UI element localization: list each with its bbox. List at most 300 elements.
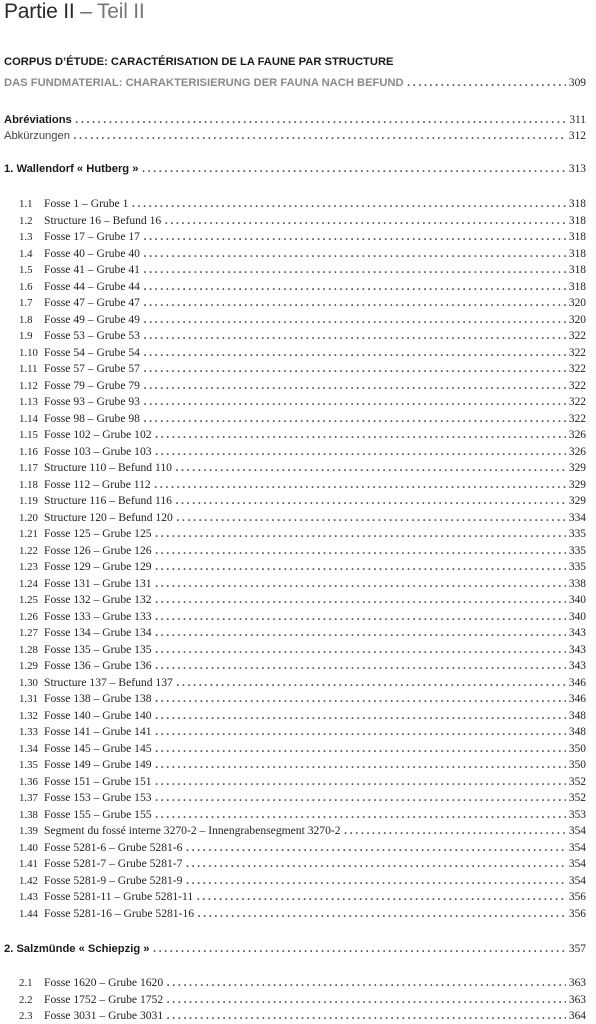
partie-label: Partie II bbox=[4, 0, 75, 23]
leader-dots bbox=[143, 326, 566, 344]
toc-entry-label bbox=[19, 993, 163, 1006]
entry-number: 1.21 bbox=[19, 528, 38, 540]
toc-entry[interactable] bbox=[19, 706, 586, 724]
toc-entry-label bbox=[19, 214, 161, 227]
toc-entry-label bbox=[19, 313, 140, 326]
entry-title: Fosse 3031 – Grube 3031 bbox=[44, 1009, 164, 1022]
leader-dots bbox=[143, 244, 566, 262]
page-number: 343 bbox=[568, 627, 586, 639]
entry-number: 1.33 bbox=[19, 726, 38, 738]
leader-dots bbox=[155, 524, 566, 542]
toc-entry-label bbox=[19, 725, 152, 738]
leader-dots bbox=[155, 541, 566, 559]
page-number: 318 bbox=[568, 247, 586, 260]
page-number: 318 bbox=[568, 198, 586, 210]
entry-number: 1.29 bbox=[19, 660, 38, 672]
entry-number: 1.14 bbox=[19, 412, 38, 425]
entry-title: Fosse 125 – Grube 125 bbox=[44, 527, 152, 540]
entry-number: 1.36 bbox=[19, 775, 38, 788]
toc-entry[interactable] bbox=[19, 640, 586, 658]
toc-entry-label bbox=[19, 742, 152, 755]
entry-title: Fosse 54 – Grube 54 bbox=[44, 345, 140, 359]
toc-entry[interactable] bbox=[19, 244, 586, 262]
toc-entry[interactable] bbox=[19, 772, 586, 790]
entry-number: 1.28 bbox=[19, 643, 38, 656]
entry-title: Structure 116 – Befund 116 bbox=[44, 494, 172, 507]
toc-entry[interactable] bbox=[19, 887, 586, 905]
toc-entry-label bbox=[19, 709, 152, 722]
leader-dots bbox=[155, 755, 566, 773]
entry-title: Fosse 98 – Grube 98 bbox=[44, 411, 140, 425]
entry-number: 1.40 bbox=[19, 841, 38, 854]
toc-entry-label bbox=[19, 692, 152, 705]
entry-title: Fosse 5281-6 – Grube 5281-6 bbox=[44, 840, 183, 854]
toc-entry[interactable] bbox=[19, 343, 586, 361]
page-header bbox=[4, 0, 145, 24]
entry-title: Fosse 134 – Grube 134 bbox=[44, 626, 152, 639]
toc-entry[interactable] bbox=[19, 590, 586, 608]
leader-dots bbox=[155, 772, 566, 790]
toc-entry-label bbox=[19, 247, 140, 260]
entry-number: 1.6 bbox=[19, 280, 33, 293]
toc-entry[interactable] bbox=[19, 607, 586, 625]
leader-dots bbox=[143, 277, 566, 295]
toc-entry[interactable] bbox=[19, 673, 586, 691]
leader-dots bbox=[73, 126, 566, 144]
entry-number: 1.1 bbox=[19, 198, 33, 210]
toc-entry[interactable] bbox=[19, 425, 586, 443]
abkuerzungen-label: Abkürzungen bbox=[4, 130, 70, 142]
page-number: 329 bbox=[568, 478, 586, 491]
toc-entry[interactable] bbox=[19, 623, 586, 641]
leader-dots bbox=[155, 689, 566, 707]
toc-entry-label bbox=[19, 610, 152, 623]
toc-entry[interactable] bbox=[19, 326, 586, 344]
page-number: 348 bbox=[568, 726, 586, 738]
entry-title: Fosse 49 – Grube 49 bbox=[44, 312, 140, 326]
leader-dots bbox=[185, 838, 565, 856]
entry-number: 1.42 bbox=[19, 874, 38, 887]
toc-entry-label bbox=[19, 329, 140, 342]
entry-number: 1.34 bbox=[19, 742, 38, 755]
leader-dots bbox=[155, 788, 566, 806]
entry-title: Fosse 135 – Grube 135 bbox=[44, 642, 152, 656]
leader-dots bbox=[176, 673, 566, 691]
leader-dots bbox=[155, 574, 566, 592]
toc-entry[interactable] bbox=[19, 442, 586, 460]
toc-entry-label bbox=[19, 445, 152, 458]
leader-dots bbox=[143, 409, 566, 427]
entry-number: 1.38 bbox=[19, 808, 38, 821]
toc-entry[interactable] bbox=[19, 194, 586, 212]
page-number: 352 bbox=[568, 792, 586, 804]
toc-entry-label bbox=[19, 1009, 163, 1022]
entry-number: 1.23 bbox=[19, 561, 38, 573]
entry-title: Fosse 1752 – Grube 1752 bbox=[44, 992, 164, 1006]
toc-entry[interactable] bbox=[19, 508, 586, 526]
toc-entry-label bbox=[19, 824, 341, 837]
page-number: 350 bbox=[568, 759, 586, 771]
page-number: 338 bbox=[568, 577, 586, 590]
entry-number: 1.15 bbox=[19, 429, 38, 441]
leader-dots bbox=[196, 887, 566, 905]
toc-entry[interactable] bbox=[19, 475, 586, 493]
page-number: 356 bbox=[568, 907, 586, 920]
toc-entry-label bbox=[19, 296, 140, 309]
toc-entry-label bbox=[19, 494, 172, 507]
toc-entry-label bbox=[19, 907, 194, 920]
header-separator: – bbox=[80, 0, 92, 23]
page-number: 343 bbox=[568, 643, 586, 656]
entry-title: Fosse 126 – Grube 126 bbox=[44, 543, 152, 557]
entry-title: Fosse 79 – Grube 79 bbox=[44, 378, 140, 392]
leader-dots bbox=[155, 623, 566, 641]
page-number: 334 bbox=[568, 511, 586, 524]
entry-title: Fosse 5281-7 – Grube 5281-7 bbox=[44, 857, 183, 870]
entry-number: 1.2 bbox=[19, 214, 33, 227]
page-number: 350 bbox=[568, 742, 586, 755]
toc-entry-label bbox=[19, 758, 152, 771]
toc-entry[interactable] bbox=[19, 739, 586, 757]
entry-number: 1.17 bbox=[19, 462, 38, 474]
entry-title: Fosse 153 – Grube 153 bbox=[44, 791, 152, 804]
toc-entry-label bbox=[19, 478, 151, 491]
toc-entry[interactable] bbox=[19, 1006, 586, 1024]
page-number: 354 bbox=[568, 858, 586, 870]
entry-title: Fosse 151 – Grube 151 bbox=[44, 774, 152, 788]
toc-entry-label bbox=[19, 280, 140, 293]
leader-dots bbox=[155, 656, 566, 674]
corpus-title-fr-text: CORPUS D’ÉTUDE: CARACTÉRISATION DE LA FAUNE PAR STRUCTURE bbox=[4, 56, 394, 68]
entry-title: Fosse 5281-11 – Grube 5281-11 bbox=[44, 890, 194, 903]
page-number: 322 bbox=[568, 412, 586, 425]
entry-number: 1.35 bbox=[19, 759, 38, 771]
toc-entry[interactable] bbox=[19, 854, 586, 872]
page-number: 346 bbox=[568, 676, 586, 689]
toc-entry-label bbox=[19, 560, 152, 573]
leader-dots bbox=[155, 640, 566, 658]
page-number: 335 bbox=[568, 561, 586, 573]
toc-entry[interactable] bbox=[19, 260, 586, 278]
toc-entry-label bbox=[19, 874, 182, 887]
toc-entry-label bbox=[19, 428, 152, 441]
entry-title: Segment du fossé interne 3270-2 – Innengrabensegment 3270-2 bbox=[44, 824, 341, 837]
page-number: 322 bbox=[568, 379, 586, 392]
section-heading-label: 2. Salzmünde « Schiepzig » bbox=[4, 943, 150, 955]
leader-dots bbox=[155, 706, 566, 724]
leader-dots bbox=[166, 990, 566, 1008]
page-number: 329 bbox=[568, 495, 586, 507]
entry-title: Fosse 93 – Grube 93 bbox=[44, 395, 140, 408]
page-number: 354 bbox=[568, 841, 586, 854]
toc-entry[interactable] bbox=[19, 904, 586, 922]
toc-entry[interactable] bbox=[19, 990, 586, 1008]
toc-entry-corpus[interactable] bbox=[4, 73, 586, 91]
entry-number: 1.9 bbox=[19, 330, 33, 342]
page-number: 363 bbox=[568, 977, 586, 989]
page-number: 318 bbox=[568, 214, 586, 227]
toc-entry-label bbox=[19, 659, 152, 672]
leader-dots bbox=[185, 854, 565, 872]
page-number: 322 bbox=[568, 363, 586, 375]
page-number: 320 bbox=[568, 313, 586, 326]
toc-entry[interactable] bbox=[19, 409, 586, 427]
entry-number: 1.16 bbox=[19, 445, 38, 458]
page-number: 311 bbox=[569, 114, 586, 126]
entry-title: Fosse 145 – Grube 145 bbox=[44, 741, 152, 755]
entry-number: 2.3 bbox=[19, 1010, 33, 1022]
entry-number: 1.32 bbox=[19, 709, 38, 722]
entry-title: Fosse 1 – Grube 1 bbox=[44, 197, 129, 210]
toc-entry[interactable] bbox=[19, 293, 586, 311]
page-number: 357 bbox=[568, 943, 586, 955]
entry-title: Fosse 141 – Grube 141 bbox=[44, 725, 152, 738]
entry-number: 1.3 bbox=[19, 231, 33, 243]
toc-entry-label bbox=[19, 577, 152, 590]
corpus-title-fr bbox=[4, 56, 586, 68]
entry-title: Structure 16 – Befund 16 bbox=[44, 213, 162, 227]
leader-dots bbox=[155, 590, 566, 608]
toc-entry[interactable] bbox=[19, 821, 586, 839]
page-number: 346 bbox=[568, 693, 586, 705]
entry-title: Fosse 40 – Grube 40 bbox=[44, 246, 140, 260]
toc-entry-label bbox=[19, 841, 182, 854]
toc-entry-label bbox=[19, 527, 152, 540]
leader-dots bbox=[185, 871, 565, 889]
toc-entry-label bbox=[19, 412, 140, 425]
page-number: 309 bbox=[568, 77, 586, 89]
entry-number: 2.1 bbox=[19, 977, 33, 989]
page-number: 318 bbox=[568, 231, 586, 243]
toc-entry-label bbox=[19, 857, 182, 870]
entry-number: 1.19 bbox=[19, 495, 38, 507]
leader-dots bbox=[166, 973, 566, 991]
toc-entry[interactable] bbox=[19, 376, 586, 394]
entry-number: 1.4 bbox=[19, 247, 33, 260]
leader-dots bbox=[143, 376, 566, 394]
toc-entry[interactable] bbox=[19, 574, 586, 592]
entry-number: 1.39 bbox=[19, 825, 38, 837]
entry-number: 1.12 bbox=[19, 379, 38, 392]
leader-dots bbox=[143, 392, 566, 410]
entry-number: 1.43 bbox=[19, 891, 38, 903]
toc-entry-label bbox=[19, 263, 140, 276]
leader-dots bbox=[155, 607, 566, 625]
toc-entry[interactable] bbox=[19, 788, 586, 806]
entry-number: 1.8 bbox=[19, 313, 33, 326]
leader-dots bbox=[143, 293, 566, 311]
toc-entry[interactable] bbox=[19, 805, 586, 823]
entry-number: 1.22 bbox=[19, 544, 38, 557]
entry-number: 1.25 bbox=[19, 594, 38, 606]
entry-title: Fosse 155 – Grube 155 bbox=[44, 807, 152, 821]
toc-entry[interactable] bbox=[19, 277, 586, 295]
toc-entry[interactable] bbox=[19, 541, 586, 559]
page-number: 326 bbox=[568, 429, 586, 441]
toc-entry-label bbox=[19, 676, 173, 689]
leader-dots bbox=[155, 425, 566, 443]
toc-entry-label bbox=[19, 593, 152, 606]
toc-entry[interactable] bbox=[19, 722, 586, 740]
leader-dots bbox=[155, 557, 566, 575]
toc-entry[interactable] bbox=[19, 458, 586, 476]
toc-entry-label bbox=[19, 379, 140, 392]
leader-dots bbox=[131, 194, 566, 212]
leader-dots bbox=[143, 359, 566, 377]
toc-entry-label bbox=[19, 976, 163, 989]
entry-number: 1.18 bbox=[19, 478, 38, 491]
entry-title: Fosse 102 – Grube 102 bbox=[44, 428, 152, 441]
entry-title: Fosse 138 – Grube 138 bbox=[44, 692, 152, 705]
leader-dots bbox=[344, 821, 566, 839]
entry-number: 2.2 bbox=[19, 993, 33, 1006]
entry-title: Fosse 131 – Grube 131 bbox=[44, 576, 152, 590]
section-heading[interactable] bbox=[4, 939, 586, 957]
leader-dots bbox=[155, 442, 566, 460]
page-number: 354 bbox=[568, 825, 586, 837]
page-number: 340 bbox=[568, 594, 586, 606]
entry-number: 1.11 bbox=[19, 363, 38, 375]
toc-entry[interactable] bbox=[19, 871, 586, 889]
toc-entry-label bbox=[19, 791, 152, 804]
entry-title: Fosse 136 – Grube 136 bbox=[44, 659, 152, 672]
entry-number: 1.37 bbox=[19, 792, 38, 804]
toc-entry[interactable] bbox=[19, 359, 586, 377]
entry-number: 1.41 bbox=[19, 858, 38, 870]
page-number: 322 bbox=[568, 396, 586, 408]
page-number: 363 bbox=[568, 993, 586, 1006]
teil-label: Teil II bbox=[96, 0, 145, 23]
toc-entry[interactable] bbox=[19, 656, 586, 674]
leader-dots bbox=[164, 211, 566, 229]
entry-title: Structure 120 – Befund 120 bbox=[44, 510, 173, 524]
leader-dots bbox=[197, 904, 566, 922]
toc-entry[interactable] bbox=[19, 838, 586, 856]
entry-title: Fosse 129 – Grube 129 bbox=[44, 560, 152, 573]
page-number: 335 bbox=[568, 544, 586, 557]
leader-dots bbox=[143, 227, 566, 245]
toc-entry-label bbox=[19, 511, 173, 524]
page-number: 322 bbox=[568, 346, 586, 359]
leader-dots bbox=[143, 260, 566, 278]
entry-number: 1.30 bbox=[19, 676, 38, 689]
entry-title: Fosse 57 – Grube 57 bbox=[44, 362, 140, 375]
page-number: 335 bbox=[568, 528, 586, 540]
toc-entry[interactable] bbox=[19, 689, 586, 707]
toc-entry-label bbox=[19, 626, 152, 639]
entry-title: Fosse 149 – Grube 149 bbox=[44, 758, 152, 771]
toc-entry[interactable] bbox=[19, 973, 586, 991]
page-number: 326 bbox=[568, 445, 586, 458]
page-number: 329 bbox=[568, 462, 586, 474]
toc-entry-label bbox=[19, 461, 172, 474]
toc-entry-label bbox=[19, 544, 152, 557]
page-number: 320 bbox=[568, 297, 586, 309]
entry-title: Fosse 53 – Grube 53 bbox=[44, 329, 140, 342]
entry-number: 1.26 bbox=[19, 610, 38, 623]
entry-number: 1.27 bbox=[19, 627, 38, 639]
toc-entry-label bbox=[19, 362, 140, 375]
toc-entry-label bbox=[19, 395, 140, 408]
toc-entry-label bbox=[19, 775, 152, 788]
page-number: 354 bbox=[568, 874, 586, 887]
corpus-title-de-text: DAS FUNDMATERIAL: CHARAKTERISIERUNG DER FAUNA NACH BEFUND bbox=[4, 77, 404, 89]
page-number: 353 bbox=[568, 808, 586, 821]
entry-number: 1.10 bbox=[19, 346, 38, 359]
leader-dots bbox=[152, 939, 565, 957]
section-heading-label: 1. Wallendorf « Hutberg » bbox=[4, 163, 139, 175]
toc-entry-label bbox=[19, 643, 152, 656]
leader-dots bbox=[175, 491, 566, 509]
entry-title: Fosse 5281-9 – Grube 5281-9 bbox=[44, 873, 183, 887]
entry-title: Fosse 133 – Grube 133 bbox=[44, 609, 152, 623]
section-heading[interactable] bbox=[4, 159, 586, 177]
abreviations-label: Abréviations bbox=[4, 114, 72, 126]
toc-entry[interactable] bbox=[19, 392, 586, 410]
entry-title: Fosse 1620 – Grube 1620 bbox=[44, 976, 164, 989]
entry-number: 1.44 bbox=[19, 907, 38, 920]
leader-dots bbox=[407, 73, 566, 91]
toc-entry[interactable] bbox=[19, 227, 586, 245]
page-number: 313 bbox=[568, 163, 586, 175]
entry-title: Fosse 5281-16 – Grube 5281-16 bbox=[44, 906, 195, 920]
page-number: 340 bbox=[568, 610, 586, 623]
entry-number: 1.20 bbox=[19, 511, 38, 524]
entry-title: Fosse 44 – Grube 44 bbox=[44, 279, 140, 293]
toc-entry-label bbox=[19, 230, 140, 243]
toc-entry-label bbox=[19, 808, 152, 821]
page-number: 356 bbox=[568, 891, 586, 903]
leader-dots bbox=[176, 508, 566, 526]
entry-number: 1.13 bbox=[19, 396, 38, 408]
page-number: 318 bbox=[568, 280, 586, 293]
toc-entry[interactable] bbox=[19, 310, 586, 328]
leader-dots bbox=[143, 343, 566, 361]
page-number: 364 bbox=[568, 1010, 586, 1022]
leader-dots bbox=[155, 722, 566, 740]
toc-entry[interactable] bbox=[19, 211, 586, 229]
page-number: 318 bbox=[568, 264, 586, 276]
entry-title: Fosse 103 – Grube 103 bbox=[44, 444, 152, 458]
toc-entry-label bbox=[19, 890, 193, 903]
entry-title: Structure 137 – Befund 137 bbox=[44, 675, 173, 689]
leader-dots bbox=[143, 310, 566, 328]
entry-number: 1.24 bbox=[19, 577, 38, 590]
toc-entry[interactable] bbox=[19, 557, 586, 575]
toc-entry-label bbox=[19, 197, 128, 210]
entry-number: 1.7 bbox=[19, 297, 33, 309]
page-number: 322 bbox=[568, 330, 586, 342]
leader-dots bbox=[166, 1006, 566, 1024]
entry-number: 1.5 bbox=[19, 264, 33, 276]
page-number: 312 bbox=[568, 130, 586, 142]
toc-entry-label bbox=[19, 346, 140, 359]
page-number: 352 bbox=[568, 775, 586, 788]
toc-entry-abkuerzungen[interactable] bbox=[4, 126, 586, 144]
toc-entry[interactable] bbox=[19, 755, 586, 773]
page-number: 343 bbox=[568, 660, 586, 672]
leader-dots bbox=[155, 805, 566, 823]
toc-entry[interactable] bbox=[19, 491, 586, 509]
entry-title: Fosse 112 – Grube 112 bbox=[44, 477, 151, 491]
toc-entry[interactable] bbox=[19, 524, 586, 542]
leader-dots bbox=[155, 739, 566, 757]
entry-title: Fosse 41 – Grube 41 bbox=[44, 263, 140, 276]
entry-number: 1.31 bbox=[19, 693, 38, 705]
page-number: 348 bbox=[568, 709, 586, 722]
entry-title: Fosse 17 – Grube 17 bbox=[44, 230, 140, 243]
leader-dots bbox=[175, 458, 566, 476]
